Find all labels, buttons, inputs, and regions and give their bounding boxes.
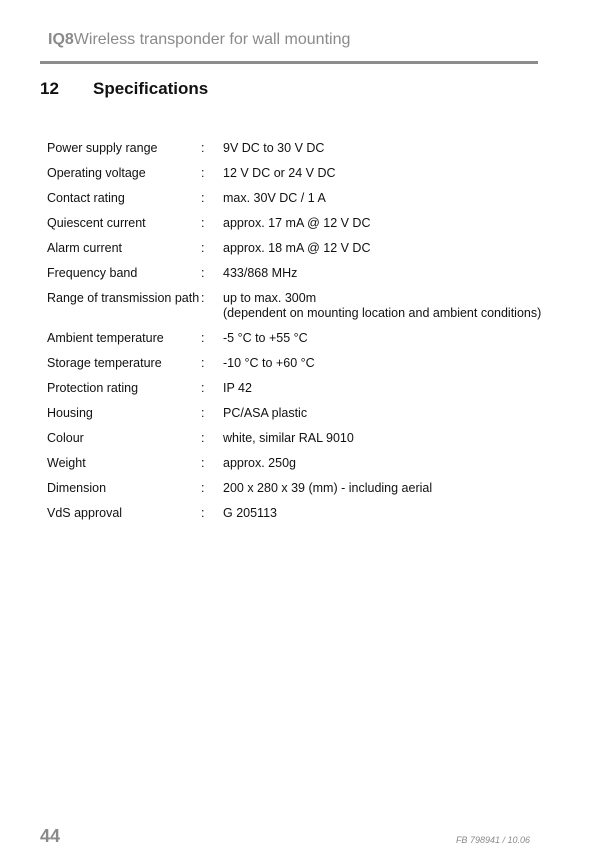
spec-row-protection-rating (47, 381, 547, 396)
spec-row-ambient-temperature (47, 331, 547, 346)
specifications-table (47, 141, 547, 531)
spec-row-contact-rating (47, 191, 547, 206)
spec-row-frequency-band (47, 266, 547, 281)
spec-separator: : (201, 216, 205, 230)
spec-separator: : (201, 506, 205, 520)
spec-separator: : (201, 481, 205, 495)
spec-label: Weight (47, 456, 86, 470)
spec-row-storage-temperature (47, 356, 547, 371)
spec-label: Housing (47, 406, 93, 420)
spec-value-note: (dependent on mounting location and ambient conditions) (223, 306, 542, 320)
spec-label: Colour (47, 431, 84, 445)
spec-value: approx. 17 mA @ 12 V DC (223, 216, 371, 230)
spec-value: 12 V DC or 24 V DC (223, 166, 336, 180)
spec-separator: : (201, 331, 205, 345)
header-brand: IQ8 (48, 31, 74, 48)
spec-row-dimension (47, 481, 547, 496)
section-title: Specifications (93, 79, 209, 98)
spec-value: G 205113 (223, 506, 277, 520)
spec-separator: : (201, 166, 205, 180)
header-divider (40, 61, 538, 64)
spec-label: Ambient temperature (47, 331, 164, 345)
spec-separator: : (201, 406, 205, 420)
spec-separator: : (201, 431, 205, 445)
section-number: 12 (40, 79, 59, 98)
spec-value: approx. 18 mA @ 12 V DC (223, 241, 371, 255)
spec-value: approx. 250g (223, 456, 296, 470)
spec-label: Protection rating (47, 381, 139, 395)
spec-value-main: up to max. 300m (223, 291, 317, 305)
spec-separator: : (201, 291, 205, 305)
spec-value: white, similar RAL 9010 (223, 431, 354, 445)
header-title: Wireless transponder for wall mounting (73, 31, 351, 48)
spec-label: Range of transmission path (47, 291, 200, 305)
spec-row-range-of-transmission-path (47, 291, 547, 321)
spec-separator: : (201, 141, 205, 155)
spec-label: VdS approval (47, 506, 123, 520)
spec-label: Operating voltage (47, 166, 146, 180)
spec-row-operating-voltage (47, 166, 547, 181)
spec-label: Quiescent current (47, 216, 146, 230)
spec-label: Frequency band (47, 266, 138, 280)
spec-value: 200 x 280 x 39 (mm) - including aerial (223, 481, 433, 495)
spec-separator: : (201, 356, 205, 370)
spec-label: Contact rating (47, 191, 125, 205)
spec-row-colour (47, 431, 547, 446)
spec-row-quiescent-current (47, 216, 547, 231)
spec-value: IP 42 (223, 381, 252, 395)
spec-row-weight (47, 456, 547, 471)
spec-value: PC/ASA plastic (223, 406, 308, 420)
spec-separator: : (201, 266, 205, 280)
spec-label: Power supply range (47, 141, 158, 155)
spec-row-alarm-current (47, 241, 547, 256)
section-heading (40, 79, 208, 99)
spec-value: -10 °C to +60 °C (223, 356, 315, 370)
spec-value (223, 291, 547, 321)
spec-row-power-supply-range (47, 141, 547, 156)
page-number: 44 (40, 826, 61, 846)
spec-value: 433/868 MHz (223, 266, 298, 280)
spec-separator: : (201, 191, 205, 205)
spec-label: Alarm current (47, 241, 123, 255)
spec-label: Storage temperature (47, 356, 162, 370)
spec-label: Dimension (47, 481, 107, 495)
spec-separator: : (201, 456, 205, 470)
spec-value: max. 30V DC / 1 A (223, 191, 326, 205)
spec-row-housing (47, 406, 547, 421)
page-header (48, 31, 350, 49)
spec-separator: : (201, 241, 205, 255)
spec-value: 9V DC to 30 V DC (223, 141, 325, 155)
spec-separator: : (201, 381, 205, 395)
spec-value: -5 °C to +55 °C (223, 331, 308, 345)
spec-row-vds-approval (47, 506, 547, 521)
document-code: FB 798941 / 10.06 (455, 835, 530, 845)
